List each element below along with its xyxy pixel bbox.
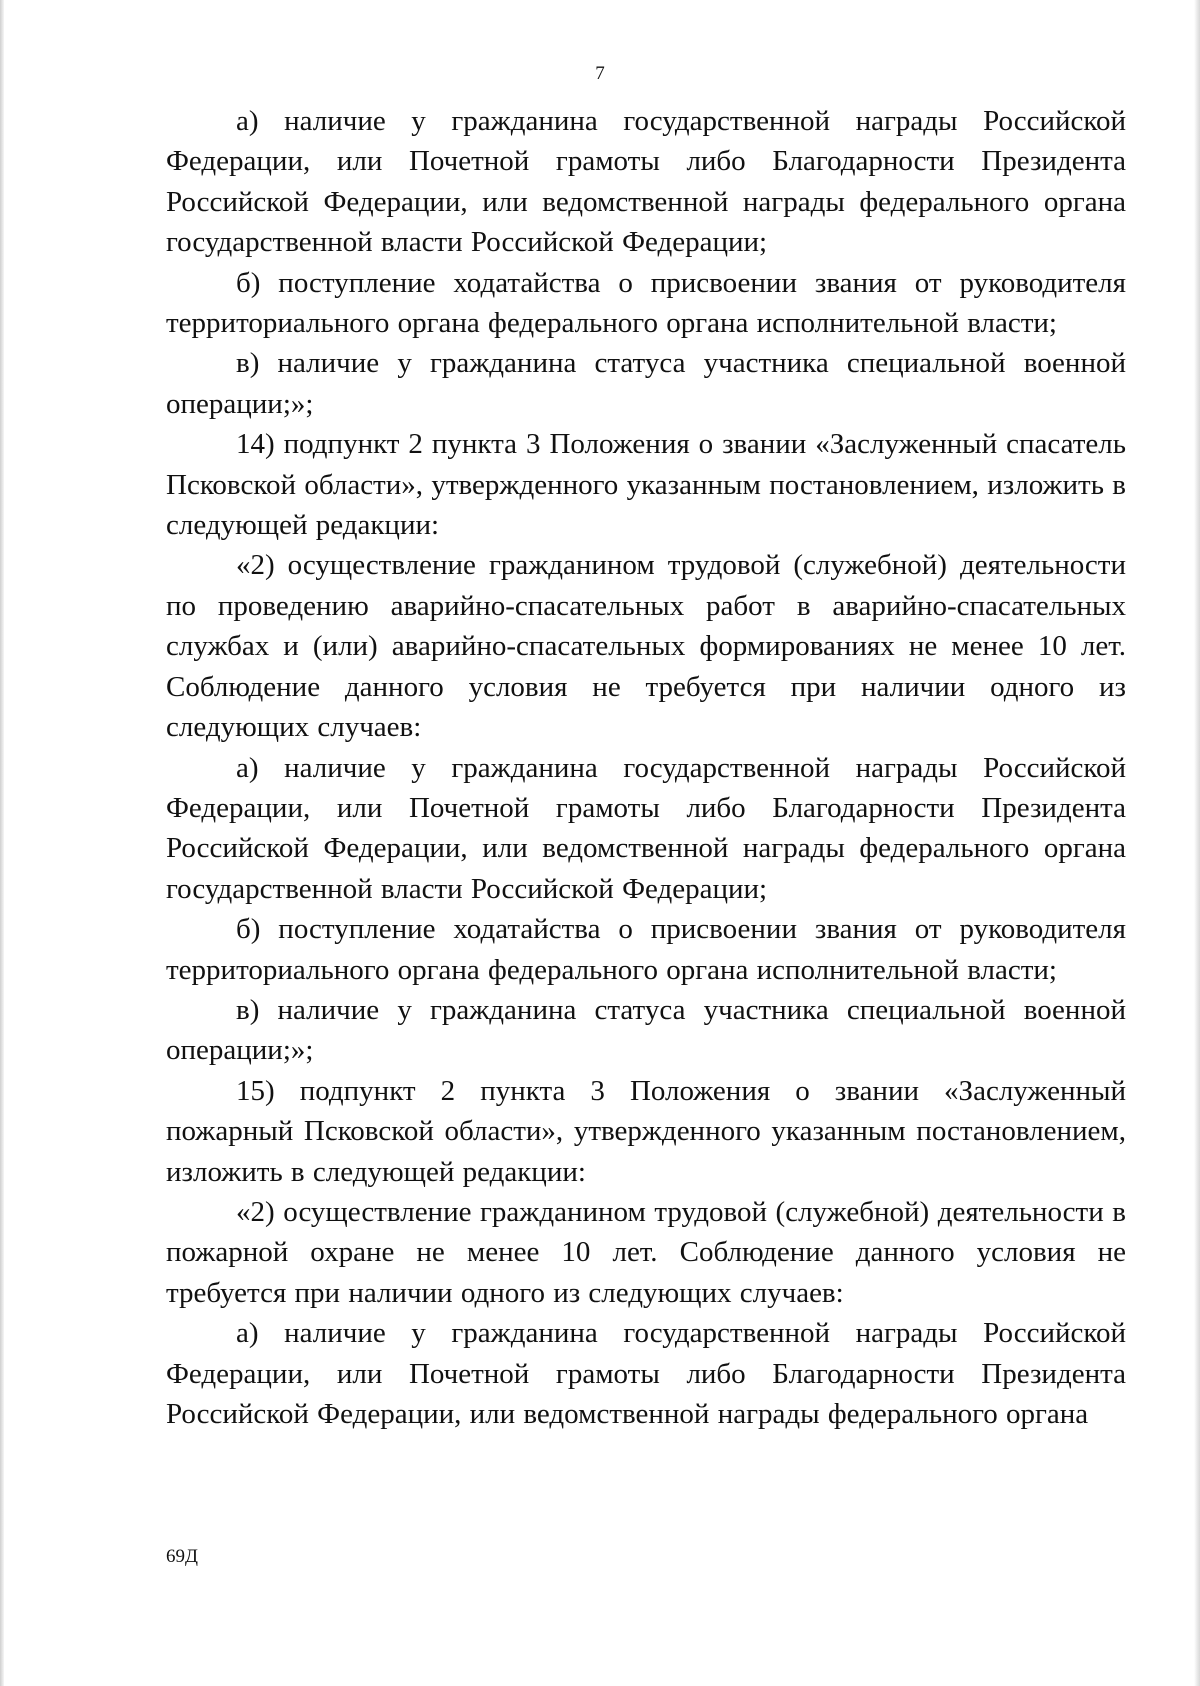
paragraph: а) наличие у гражданина государственной награды Российской Федерации, или Почетной грамоты либо Благодарности Президента Российской Федерации, или ведомственной награды федерального органа государственной власти Российской Федерации; (166, 105, 1126, 259)
scan-edge-right (1194, 0, 1200, 1686)
document-code: 69Д (166, 1546, 198, 1567)
paragraph: а) наличие у гражданина государственной награды Российской Федерации, или Почетной грамоты либо Благодарности Президента Российской Федерации, или ведомственной награды федерального органа (166, 1317, 1126, 1430)
paragraph: в) наличие у гражданина статуса участника специальной военной операции;»; (166, 347, 1126, 420)
paragraph: «2) осуществление гражданином трудовой (служебной) деятельности по проведению аварийно-спасательных работ в аварийно-спасательных службах и (или) аварийно-спасательных формированиях не менее 10 лет. Соблюдение данного условия не требуется при наличии одного из следующих случаев: (166, 549, 1126, 744)
paragraph: 15) подпункт 2 пункта 3 Положения о звании «Заслуженный пожарный Псковской области», утвержденного указанным постановлением, изложить в следующей редакции: (166, 1074, 1126, 1188)
document-body (166, 101, 1126, 1434)
paragraph: в) наличие у гражданина статуса участника специальной военной операции;»; (166, 993, 1126, 1067)
paragraph: 14) подпункт 2 пункта 3 Положения о звании «Заслуженный спасатель Псковской области», утвержденного указанным постановлением, изложить в следующей редакции: (166, 428, 1126, 542)
scan-edge-left (0, 0, 4, 1686)
paragraph: а) наличие у гражданина государственной награды Российской Федерации, или Почетной грамоты либо Благодарности Президента Российской Федерации, или ведомственной награды федерального органа государственной власти Российской Федерации; (166, 751, 1126, 905)
paragraph: б) поступление ходатайства о присвоении звания от руководителя территориального органа федерального органа исполнительной власти; (166, 266, 1126, 340)
paragraph: «2) осуществление гражданином трудовой (служебной) деятельности в пожарной охране не менее 10 лет. Соблюдение данного условия не требуется при наличии одного из следующих случаев: (166, 1195, 1126, 1309)
page-number: 7 (595, 63, 605, 84)
paragraph: б) поступление ходатайства о присвоении звания от руководителя территориального органа федерального органа исполнительной власти; (166, 913, 1126, 986)
